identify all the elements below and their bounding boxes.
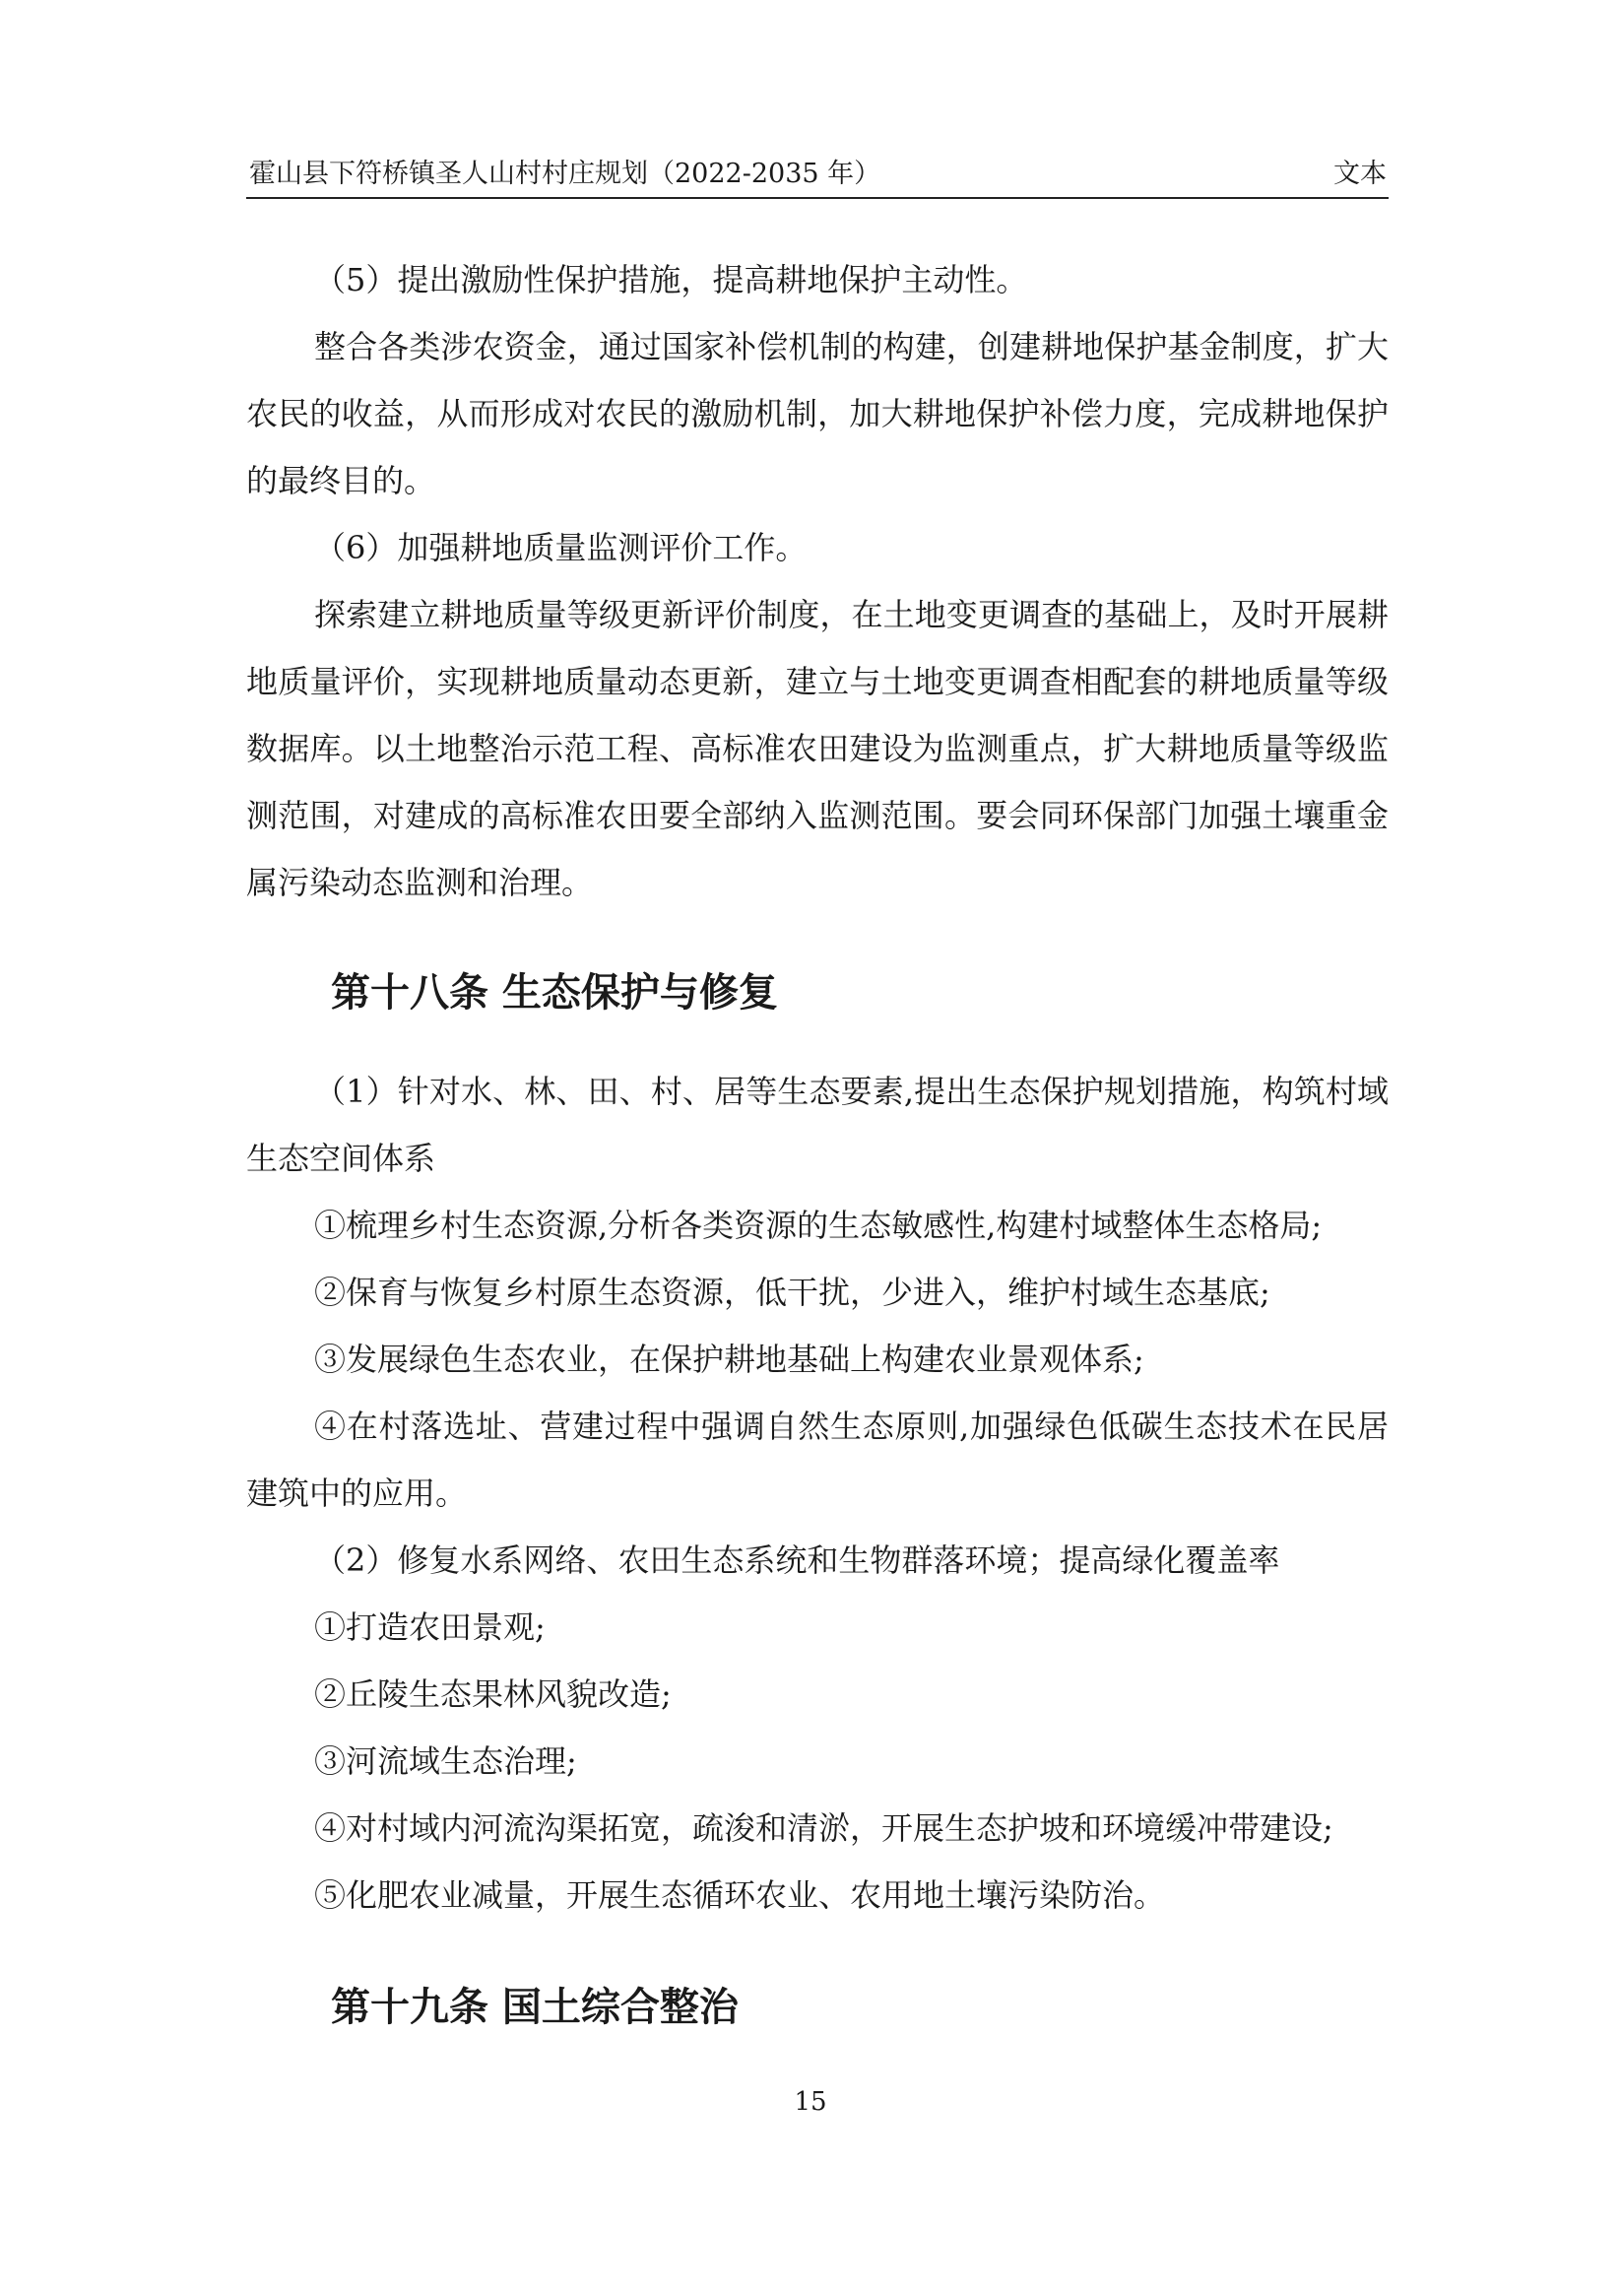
list-item: ③发展绿色生态农业，在保护耕地基础上构建农业景观体系; bbox=[314, 1341, 1144, 1378]
paragraph: 整合各类涉农资金，通过国家补偿机制的构建，创建耕地保护基金制度，扩大农民的收益，从而形成对农民的激励机制，加大耕地保护补偿力度，完成耕地保护的最终目的。 bbox=[246, 328, 1389, 499]
list-item: ④对村域内河流沟渠拓宽，疏浚和清淤，开展生态护坡和环境缓冲带建设; bbox=[314, 1809, 1333, 1847]
paragraph: （1）针对水、林、田、村、居等生态要素,提出生态保护规划措施，构筑村域生态空间体系 bbox=[246, 1073, 1389, 1177]
header-doc-type: 文本 bbox=[1333, 159, 1387, 189]
paragraph: 探索建立耕地质量等级更新评价制度，在土地变更调查的基础上，及时开展耕地质量评价，实现耕地质量动态更新，建立与土地变更调查相配套的耕地质量等级数据库。以土地整治示范工程、高标准农田建设为监测重点，扩大耕地质量等级监测范围，对建成的高标准农田要全部纳入监测范围。要会同环保部门加强土壤重金属污染动态监测和治理。 bbox=[246, 596, 1389, 901]
paragraph: （5）提出激励性保护措施，提高耕地保护主动性。 bbox=[314, 261, 1028, 298]
list-item: ①梳理乡村生态资源,分析各类资源的生态敏感性,构建村域整体生态格局; bbox=[314, 1207, 1323, 1244]
list-item: ①打造农田景观; bbox=[314, 1608, 546, 1646]
section-heading-19: 第十九条 国土综合整治 bbox=[331, 1985, 739, 2030]
list-item: ②保育与恢复乡村原生态资源，低干扰，少进入，维护村域生态基底; bbox=[314, 1274, 1270, 1311]
page-number: 15 bbox=[794, 2087, 827, 2117]
list-item: ③河流域生态治理; bbox=[314, 1742, 577, 1780]
list-item: ④在村落选址、营建过程中强调自然生态原则,加强绿色低碳生态技术在民居建筑中的应用。 bbox=[246, 1408, 1389, 1512]
paragraph: （2）修复水系网络、农田生态系统和生物群落环境；提高绿化覆盖率 bbox=[314, 1542, 1280, 1579]
section-heading-18: 第十八条 生态保护与修复 bbox=[331, 970, 778, 1016]
list-item: ⑤化肥农业减量，开展生态循环农业、农用地土壤污染防治。 bbox=[314, 1876, 1166, 1914]
document-body bbox=[246, 246, 1389, 2035]
page-header bbox=[246, 158, 1389, 199]
header-title: 霍山县下符桥镇圣人山村村庄规划（2022-2035 年） bbox=[249, 159, 881, 189]
list-item: ②丘陵生态果林风貌改造; bbox=[314, 1675, 672, 1713]
paragraph: （6）加强耕地质量监测评价工作。 bbox=[314, 529, 808, 566]
